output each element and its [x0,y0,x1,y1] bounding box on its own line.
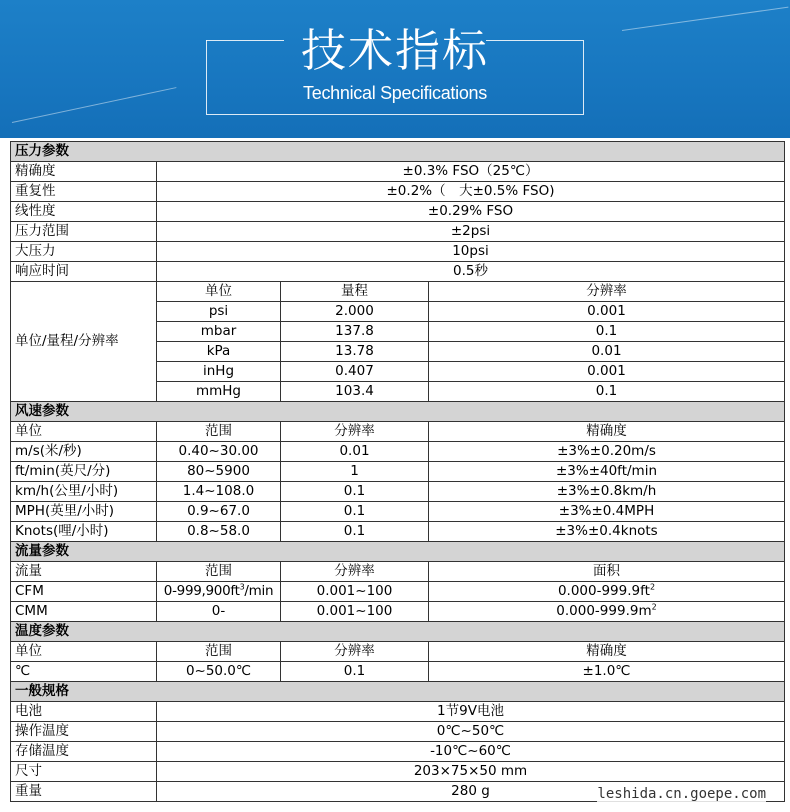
cell [157,582,281,602]
cell: 0.01 [429,342,785,362]
table-row [11,442,785,462]
cell: 103.4 [281,382,429,402]
cell: 0.1 [429,322,785,342]
row-label: 存储温度 [11,742,157,762]
cell: 0.407 [281,362,429,382]
cell: 0.01 [281,442,429,462]
temp-header: 单位 [11,642,157,662]
cfm-area-sup: 2 [649,582,656,592]
table-row [11,502,785,522]
table-row [11,222,785,242]
cell: ±3%±0.8km/h [429,482,785,502]
cell: 0.1 [281,482,429,502]
units-header: 单位 [157,282,281,302]
cell: 0.40~30.00 [157,442,281,462]
table-row [11,482,785,502]
cmm-area: 0.000-999.9m [556,603,652,619]
row-label: 重量 [11,782,157,802]
section-row [11,682,785,702]
row-label: 线性度 [11,202,157,222]
row-label: 操作温度 [11,722,157,742]
table-row [11,522,785,542]
cell: Knots(哩/小时) [11,522,157,542]
table-row [11,182,785,202]
flow-header: 流量 [11,562,157,582]
cell: MPH(英里/小时) [11,502,157,522]
cell: ℃ [11,662,157,682]
section-wind: 风速参数 [11,402,785,422]
units-header: 分辨率 [429,282,785,302]
cell: km/h(公里/小时) [11,482,157,502]
cell [429,602,785,622]
cell: CMM [11,602,157,622]
page-title: 技术指标 [300,24,489,77]
cell: 0.1 [281,662,429,682]
cell: mbar [157,322,281,342]
cell: 0.8~58.0 [157,522,281,542]
cell: CFM [11,582,157,602]
table-row [11,722,785,742]
temp-header: 分辨率 [281,642,429,662]
cell: ±3%±0.4knots [429,522,785,542]
section-pressure: 压力参数 [11,142,785,162]
row-value: 10psi [157,242,785,262]
cell: psi [157,302,281,322]
cell: 137.8 [281,322,429,342]
cell: 13.78 [281,342,429,362]
table-row [11,742,785,762]
table-row [11,562,785,582]
table-row [11,162,785,182]
row-label: 压力范围 [11,222,157,242]
row-label: 响应时间 [11,262,157,282]
cell: m/s(米/秒) [11,442,157,462]
row-label: 电池 [11,702,157,722]
wind-header: 精确度 [429,422,785,442]
header-banner [0,0,790,138]
cell: 1 [281,462,429,482]
table-row [11,242,785,262]
row-value: -10℃~60℃ [157,742,785,762]
row-value: ±2psi [157,222,785,242]
cell: ft/min(英尺/分) [11,462,157,482]
cell: 2.000 [281,302,429,322]
cell: 0.9~67.0 [157,502,281,522]
section-general: 一般规格 [11,682,785,702]
table-row [11,422,785,442]
wind-header: 单位 [11,422,157,442]
row-label: 大压力 [11,242,157,262]
row-value: 280 g [157,782,785,802]
temp-header: 范围 [157,642,281,662]
cfm-area: 0.000-999.9ft [557,583,650,599]
section-row [11,622,785,642]
row-value: ±0.2%（ 大±0.5% FSO) [157,182,785,202]
cmm-area-sup: 2 [651,602,657,612]
table-row [11,762,785,782]
cell: kPa [157,342,281,362]
cell: inHg [157,362,281,382]
table-row [11,202,785,222]
cell [429,582,785,602]
cell: 0~50.0℃ [157,662,281,682]
cell: ±3%±40ft/min [429,462,785,482]
section-temp: 温度参数 [11,622,785,642]
units-header: 量程 [281,282,429,302]
row-value: ±0.29% FSO [157,202,785,222]
table-row [11,662,785,682]
cell: ±3%±0.20m/s [429,442,785,462]
row-label: 重复性 [11,182,157,202]
page-subtitle: Technical Specifications [303,83,487,103]
table-row [11,602,785,622]
table-row [11,702,785,722]
flow-header: 面积 [429,562,785,582]
row-value: 1节9V电池 [157,702,785,722]
cell: 0.1 [281,502,429,522]
cell: ±3%±0.4MPH [429,502,785,522]
cell: 0.1 [429,382,785,402]
cell: mmHg [157,382,281,402]
temp-header: 精确度 [429,642,785,662]
row-label: 精确度 [11,162,157,182]
table-row [11,462,785,482]
table-row [11,282,785,302]
section-row [11,402,785,422]
row-value: 0.5秒 [157,262,785,282]
wind-header: 范围 [157,422,281,442]
row-value: 203×75×50 mm [157,762,785,782]
cell: 0.001~100 [281,582,429,602]
flow-header: 范围 [157,562,281,582]
cfm-range-suffix: /min [244,583,274,599]
section-row [11,542,785,562]
cell: 80~5900 [157,462,281,482]
cell: 0.001 [429,302,785,322]
cfm-range-sup: 3 [239,582,245,592]
cell: 1.4~108.0 [157,482,281,502]
flow-header: 分辨率 [281,562,429,582]
row-value: ±0.3% FSO（25℃） [157,162,785,182]
section-flow: 流量参数 [11,542,785,562]
section-row [11,142,785,162]
cell: 0.001 [429,362,785,382]
spec-table [10,141,785,802]
cell: 0.1 [281,522,429,542]
row-label: 尺寸 [11,762,157,782]
table-row [11,262,785,282]
units-label: 单位/量程/分辨率 [11,282,157,402]
cfm-range: 0-999,900ft [163,583,240,599]
cell: 0- [157,602,281,622]
wind-header: 分辨率 [281,422,429,442]
cell: ±1.0℃ [429,662,785,682]
table-row [11,642,785,662]
watermark: leshida.cn.goepe.com [597,786,766,802]
table-row [11,582,785,602]
cell: 0.001~100 [281,602,429,622]
row-value: 0℃~50℃ [157,722,785,742]
